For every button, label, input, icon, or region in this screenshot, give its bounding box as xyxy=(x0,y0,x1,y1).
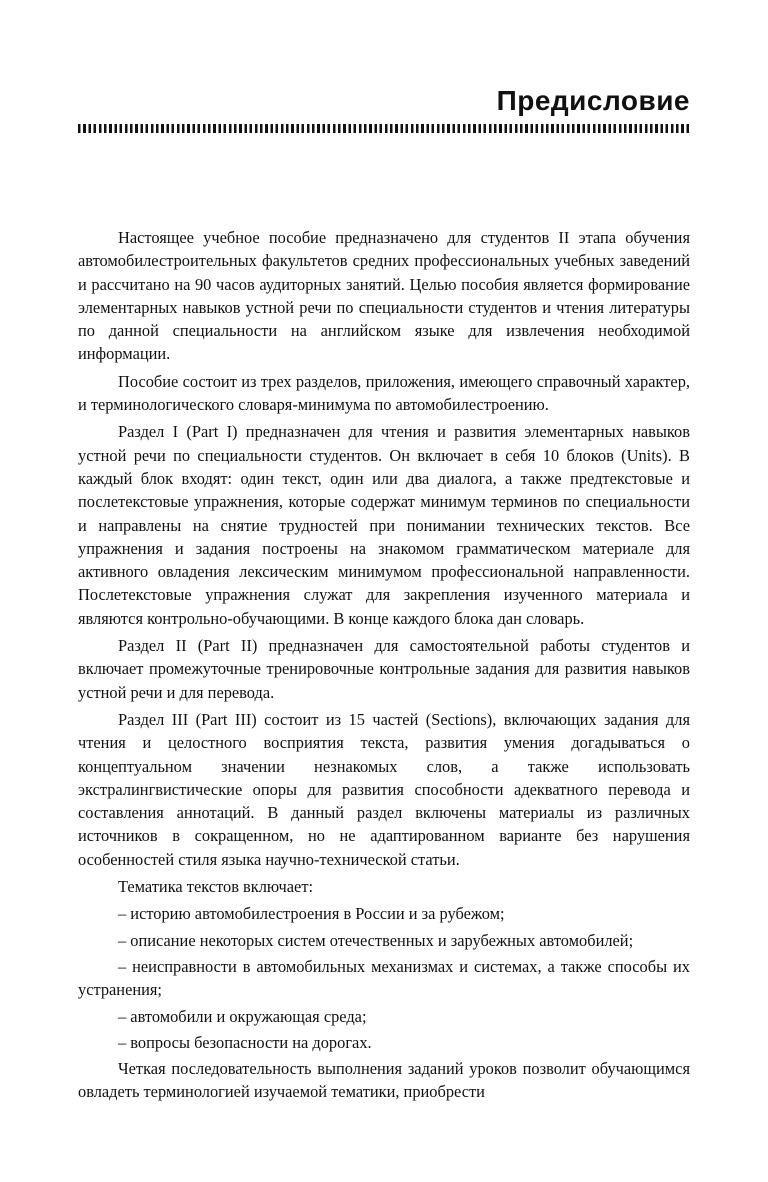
topic-item-road-safety: – вопросы безопасности на дорогах. xyxy=(118,1032,372,1052)
body-text xyxy=(78,226,690,1108)
paragraph-topics-intro: Тематика текстов включает: xyxy=(118,877,314,897)
paragraph-part-two: Раздел II (Part II) предназначен для самостоятельной работы студентов и включает промежуточные тренировочные контрольные задания для развития навыков устной речи и для перевода. xyxy=(78,636,690,702)
page-header xyxy=(497,84,690,118)
paragraph-closing: Четкая последовательность выполнения заданий уроков позволит обучающимся овладеть терминологией изучаемой тематики, приобрести xyxy=(78,1059,690,1102)
topic-item-history: – историю автомобилестроения в России и за рубежом; xyxy=(118,904,505,924)
dotted-title-rule xyxy=(78,124,690,133)
topic-item-systems: – описание некоторых систем отечественных и зарубежных автомобилей; xyxy=(118,930,634,950)
paragraph-purpose: Настоящее учебное пособие предназначено для студентов II этапа обучения автомобилестроительных факультетов средних профессиональных учебных заведений и рассчитано на 90 часов аудиторных занятий. Целью пособия является формирование элементарных навыков устной речи по специальности студентов и чтения литературы по данной специальности на английском языке для извлечения необходимой информации. xyxy=(78,228,690,364)
paragraph-structure: Пособие состоит из трех разделов, приложения, имеющего справочный характер, и терминологического словаря-минимума по автомобилестроению. xyxy=(78,371,690,415)
topic-item-malfunctions: – неисправности в автомобильных механизмах и системах, а также способы их устранения; xyxy=(78,956,690,1000)
topic-item-environment: – автомобили и окружающая среда; xyxy=(118,1006,367,1026)
page-title: Предисловие xyxy=(496,85,690,116)
paragraph-part-three: Раздел III (Part III) состоит из 15 частей (Sections), включающих задания для чтения и целостного восприятия текста, развития умения догадываться о концептуальном значении незнакомых слов, а также использовать экстралингвистические опоры для развития способности адекватного перевода и составления аннотаций. В данный раздел включены материалы из различных источников в сокращенном, но не адаптированном варианте без нарушения особенностей стиля языка научно-технической статьи. xyxy=(78,709,690,869)
paragraph-part-one: Раздел I (Part I) предназначен для чтения и развития элементарных навыков устной речи по специальности студентов. Он включает в себя 10 блоков (Units). В каждый блок входят: один текст, один или два диалога, а также предтекстовые и послетекстовые упражнения, которые содержат минимум терминов по специальности и направлены на снятие трудностей при понимании технических текстов. Все упражнения и задания построены на знакомом грамматическом материале для активного овладения лексическим минимумом профессиональной направленности. Послетекстовые упражнения служат для закрепления изученного материала и являются контрольно-обучающими. В конце каждого блока дан словарь. xyxy=(78,422,690,628)
